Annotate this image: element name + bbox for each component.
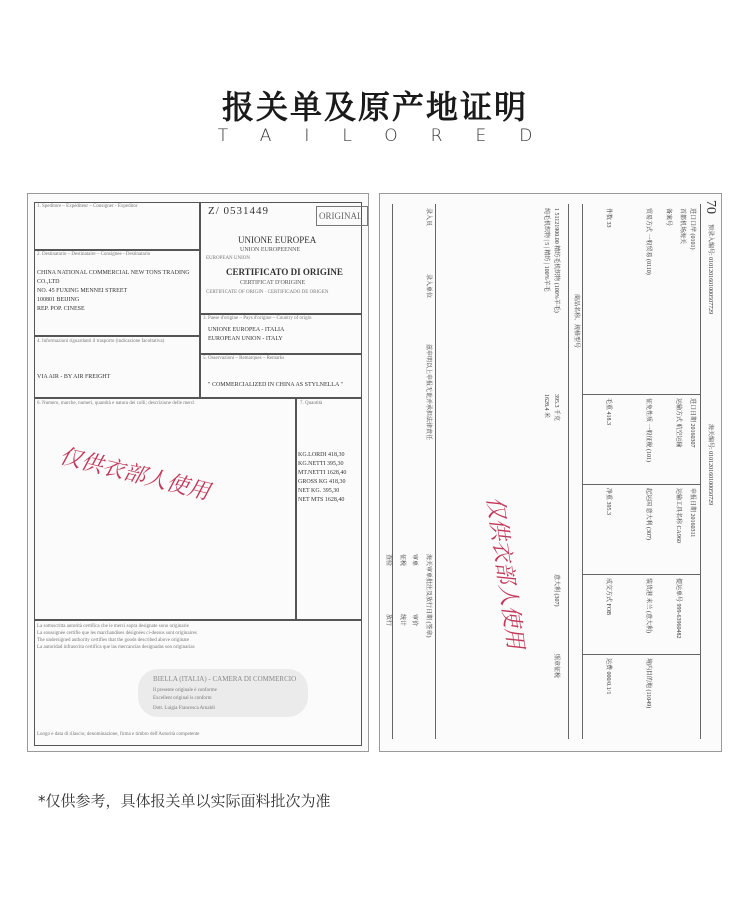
transport-label: 4. Informazioni riguardanti il trasporto (indicazione facoltativa) xyxy=(37,339,165,344)
declaration-top-mark: 70 xyxy=(703,200,718,214)
h-line xyxy=(435,204,436,739)
stamp-line: Excellent original is conform xyxy=(153,696,212,701)
h-line xyxy=(568,204,569,739)
exporter-label: 1. Speditore – Expéditeur – Consigner - Expeditor xyxy=(37,204,138,209)
union-line: EUROPEAN UNION xyxy=(206,256,251,261)
consignee-line: CHINA NATIONAL COMMERCIAL NEW TONS TRADING xyxy=(37,270,190,276)
origin-line: EUROPEAN UNION - ITALY xyxy=(208,336,283,342)
declaration-rotated-content xyxy=(380,194,721,751)
weight-line: MT.NETTI 1628,40 xyxy=(298,470,347,476)
bottom-field: 兹申明以上申报无讹并承担法律责任 xyxy=(425,344,431,441)
field: 进口口岸 (0101) xyxy=(689,208,695,250)
consignee-label: 2. Destinatario – Destinataire – Consignee - Destinatario xyxy=(37,252,151,257)
authority-line: La sottoscritta autorità certifica che le merci sopra designate sono originarie xyxy=(37,624,189,629)
field: 件数 33 xyxy=(605,208,611,228)
field: 运输工具名称 CA960 xyxy=(675,488,681,543)
declaration-number: 预录入编号: 0101201601000507729 xyxy=(707,224,713,315)
field: 首都机场海关 xyxy=(679,208,685,245)
customs-declaration-document xyxy=(379,193,722,752)
authority-line: The undersigned authority certifies that the goods described above originate xyxy=(37,638,190,643)
cert-title: CERTIFICATO DI ORIGINE xyxy=(226,267,343,277)
certificate-of-origin-document xyxy=(27,193,369,752)
v-line xyxy=(583,484,701,485)
field: 运费 000/0.1/1 xyxy=(605,658,611,695)
bottom-field: 审价 xyxy=(411,614,417,627)
field: 境内目的地 (11049) xyxy=(645,658,651,709)
v-line xyxy=(583,574,701,575)
quantity-label: 7. Quantità xyxy=(300,401,323,406)
disclaimer-note: *仅供参考，具体报关单以实际面料批次为准 xyxy=(38,792,331,810)
stamp-line: BIELLA (ITALIA) - CAMERA DI COMMERCIO xyxy=(153,675,297,683)
goods-line: 纯毛机织物 | 5 | 精纺 | 100%羊毛 xyxy=(543,208,549,292)
goods-label: 6. Numero, marche, numeri, quantità e natura dei colli; descrizione delle merci xyxy=(37,401,195,406)
goods-line: 意大利 (307) xyxy=(553,574,559,607)
bottom-field: 录入员 xyxy=(425,208,431,227)
goods-line: 395.3 千克 xyxy=(553,394,559,422)
goods-line: 照章征税 xyxy=(553,654,559,679)
weight-line: NET KG. 395,30 xyxy=(298,488,340,494)
original-label: ORIGINAL xyxy=(319,211,363,221)
union-line: UNIONE EUROPEA xyxy=(238,235,317,245)
bottom-field: 查验 xyxy=(385,554,391,567)
stamp-line: Dott. Luigia Francesca Arnaldi xyxy=(153,706,215,711)
quantity-box xyxy=(296,398,362,620)
declaration-number: 海关编号: 010120160100050729 xyxy=(707,424,713,506)
weight-line: NET MTS 1628,40 xyxy=(298,497,345,503)
field: 备案号 xyxy=(665,208,671,227)
goods-line: 1628.4 米 xyxy=(543,394,549,419)
origin-line: UNIONE EUROPEA - ITALIA xyxy=(208,327,285,333)
field: 毛重 418.3 xyxy=(605,398,611,426)
bottom-field: 征税 xyxy=(399,554,405,567)
h-line xyxy=(392,204,393,739)
field: 征免性质 一般征税 (101) xyxy=(645,398,651,462)
weight-line: KG.LORDI 418,30 xyxy=(298,452,345,458)
union-line: UNION EUROPEENNE xyxy=(240,247,301,253)
field: 提运单号 999-63960482 xyxy=(675,578,681,639)
goods-box xyxy=(34,398,296,620)
transport-value: VIA AIR - BY AIR FREIGHT xyxy=(37,374,111,380)
goods-line: 1 51121900.00 精纺毛机织物 (100%羊毛) xyxy=(553,208,559,313)
cert-title: CERTIFICATE OF ORIGIN · CERTIFICADO DE ORIGEN xyxy=(206,290,329,295)
goods-header: 商品名称、规格型号 xyxy=(573,294,579,349)
h-line xyxy=(700,204,701,739)
page-subtitle: TAILORED xyxy=(217,126,566,146)
consignee-line: REP. POP. CINESE xyxy=(37,306,85,312)
h-line xyxy=(582,204,583,739)
cert-title: CERTIFICAT D'ORIGINE xyxy=(240,280,306,286)
bottom-field: 审单 xyxy=(411,554,417,567)
transport-box xyxy=(34,336,200,398)
field: 成交方式 FOB xyxy=(605,578,611,616)
authority-footer: Luogo e data di rilascio; denominazione, firma e timbro dell'Autorità competente xyxy=(37,732,200,737)
field: 贸易方式 一般贸易 (0110) xyxy=(645,208,651,275)
v-line xyxy=(583,394,701,395)
origin-label: 3. Paese d'origine – Pays d'origine – Country of origin xyxy=(203,316,312,321)
handwritten-note: 仅供衣部人使用 xyxy=(481,494,528,651)
v-line xyxy=(583,654,701,655)
stamp-line: Il presente originale è conforme xyxy=(153,688,217,693)
field: 净重 395.3 xyxy=(605,488,611,516)
field: 装货港 米兰 (意大利) xyxy=(645,578,651,633)
bottom-field: 放行 xyxy=(385,614,391,627)
consignee-line: 100801 BEIJING xyxy=(37,297,80,303)
field: 运输方式 航空运输 xyxy=(675,398,681,448)
handwritten-note: 仅供衣部人使用 xyxy=(56,443,213,506)
weight-line: KG.NETTI 395,30 xyxy=(298,461,344,467)
field: 起运国 意大利 (307) xyxy=(645,488,651,540)
page-title: 报关单及原产地证明 xyxy=(221,88,528,126)
authority-line: La autoridad infrascrita certifica que las mercancías designadas son originarias xyxy=(37,645,195,650)
field: 进口日期 20160307 xyxy=(689,398,695,448)
bottom-field: 海关审单批注及放行日期 (签章) xyxy=(425,554,431,638)
remarks-value: " COMMERCIALIZED IN CHINA AS STYLNELLA " xyxy=(208,382,343,388)
exporter-box xyxy=(34,202,200,250)
remarks-label: 5. Osservazioni – Remarques – Remarks xyxy=(203,356,285,361)
bottom-field: 统计 xyxy=(399,614,405,627)
serial-number: Z/ 0531449 xyxy=(208,205,270,217)
weight-line: GROSS KG 418,30 xyxy=(298,479,346,485)
bottom-field: 录入单位 xyxy=(425,274,431,299)
authority-line: La soussignée certifie que les marchandises désignées ci-dessus sont originaires xyxy=(37,631,197,636)
consignee-line: NO. 45 FUXING MENNEI STREET xyxy=(37,288,128,294)
field: 申报日期 20160311 xyxy=(689,488,695,538)
consignee-line: CO.,LTD xyxy=(37,279,60,285)
